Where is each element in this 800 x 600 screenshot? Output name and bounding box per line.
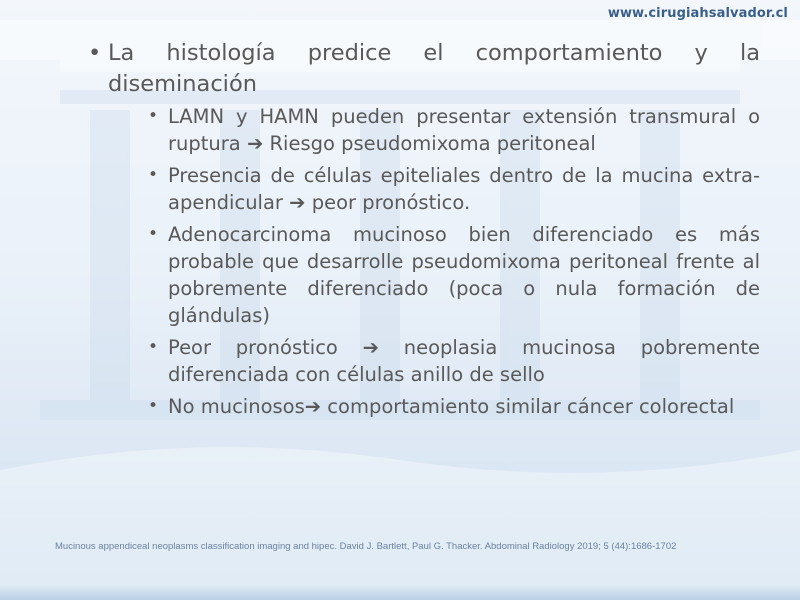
main-bullet-list [88, 38, 760, 420]
sub-point-text-continued: neoplasia mucinosa pobremente diferenciada con células anillo de sello [168, 336, 761, 386]
bullet-icon: • [88, 40, 102, 66]
bullet-icon: • [148, 396, 159, 416]
slide-content [88, 38, 760, 425]
bullet-icon: • [148, 224, 159, 244]
sub-bullet-item [148, 334, 760, 388]
main-point-text: La histología predice el comportamiento y la diseminación [108, 40, 760, 97]
sub-point-text: No mucinosos [168, 395, 305, 418]
arrow-right-icon: ➔ [289, 191, 306, 214]
bullet-icon: • [148, 337, 159, 357]
sub-bullet-item [148, 393, 760, 420]
bottom-band [0, 585, 800, 600]
sub-bullet-item [148, 103, 760, 157]
bullet-icon: • [148, 165, 159, 185]
sub-bullet-item [148, 162, 760, 216]
sub-point-text: Presencia de células epiteliales dentro de la mucina extra-apendicular [168, 164, 760, 214]
website-url: www.cirugiahsalvador.cl [607, 6, 788, 21]
bullet-icon: • [148, 106, 159, 126]
sub-bullet-list [108, 103, 760, 420]
main-bullet-item [88, 38, 760, 420]
sub-point-text: LAMN y HAMN pueden presentar extensión transmural o ruptura [168, 105, 760, 155]
arrow-right-icon: ➔ [362, 336, 379, 359]
sub-point-text: Peor pronóstico [168, 336, 363, 359]
reference-citation: Mucinous appendiceal neoplasms classification imaging and hipec. David J. Bartlett, Paul G. Thacker. Abdominal Radiology 2019; 5 (44):1686-1702 [55, 541, 677, 552]
arrow-right-icon: ➔ [246, 132, 264, 155]
sub-bullet-item [148, 221, 760, 329]
sub-point-text-continued: Riesgo pseudomixoma peritoneal [263, 132, 596, 155]
arrow-right-icon: ➔ [304, 395, 322, 418]
sub-point-text: Adenocarcinoma mucinoso bien diferenciado es más probable que desarrolle pseudomixoma peritoneal frente al pobremente diferenciado (poca o nula formación de glándulas) [168, 223, 760, 327]
sub-point-text-continued: comportamiento similar cáncer colorectal [321, 395, 735, 418]
sub-point-text-continued: peor pronóstico. [305, 191, 471, 214]
